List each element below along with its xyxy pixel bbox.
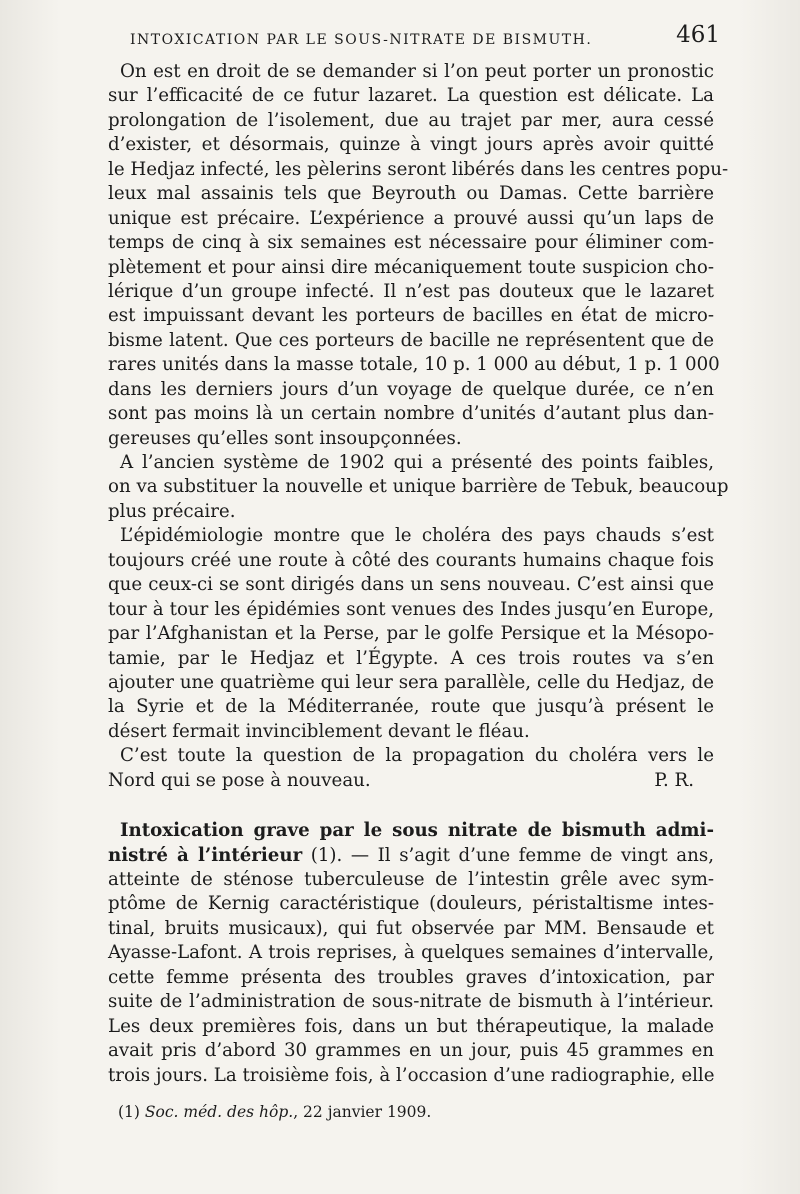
text-line: tour à tour les épidémies sont venues des Indes jusqu’en Europe, xyxy=(108,598,714,620)
text-line: trois jours. La troisième fois, à l’occasion d’une radiographie, elle xyxy=(108,1064,715,1086)
text-line: suite de l’administration de sous-nitrate de bismuth à l’intérieur. xyxy=(108,991,714,1013)
text-line: que ceux-ci se sont dirigés dans un sens nouveau. C’est ainsi que xyxy=(108,574,714,596)
text-line: Ayasse-Lafont. A trois reprises, à quelques semaines d’intervalle, xyxy=(108,942,714,964)
text-line: désert fermait invinciblement devant le fléau. xyxy=(108,720,530,742)
article-intro: (1). — Il s’agit d’une femme de vingt ans, xyxy=(302,844,714,866)
body-text xyxy=(108,60,729,1088)
text-line: toujours créé une route à côté des courants humains chaque fois xyxy=(108,549,714,571)
footnote-source: Soc. méd. des hôp. xyxy=(144,1102,294,1121)
text-line: bisme latent. Que ces porteurs de bacille ne représentent que de xyxy=(108,329,714,351)
text-line: la Syrie et de la Méditerranée, route que jusqu’à présent le xyxy=(108,696,714,718)
text-line: lérique d’un groupe infecté. Il n’est pas douteux que le lazaret xyxy=(108,280,714,302)
article-title: Intoxication grave par le sous nitrate de bismuth admi- xyxy=(120,820,714,842)
text-line: Les deux premières fois, dans un but thérapeutique, la malade xyxy=(108,1015,714,1037)
text-line: rares unités dans la masse totale, 10 p. 1 000 au début, 1 p. 1 000 xyxy=(108,354,720,376)
section-gap xyxy=(108,793,714,819)
article-title-end: nistré à l’intérieur xyxy=(108,844,303,866)
text-line: avait pris d’abord 30 grammes en un jour, puis 45 grammes en xyxy=(108,1040,714,1062)
text-line: ajouter une quatrième qui leur sera parallèle, celle du Hedjaz, de xyxy=(108,671,714,693)
text-line: A l’ancien système de 1902 qui a présenté des points faibles, xyxy=(120,452,714,473)
text-line: temps de cinq à six semaines est nécessaire pour éliminer com- xyxy=(108,232,714,254)
text-line: L’épidémiologie montre que le choléra des pays chauds s’est xyxy=(120,525,714,547)
text-line: est impuissant devant les porteurs de bacilles en état de micro- xyxy=(108,305,714,327)
text-line-content: Nord qui se pose à nouveau. xyxy=(108,769,371,791)
signature: P. R. xyxy=(654,769,694,791)
text-line: le Hedjaz infecté, les pèlerins seront libérés dans les centres popu- xyxy=(108,158,729,180)
text-line: sur l’efficacité de ce futur lazaret. La question est délicate. La xyxy=(108,85,714,107)
text-line: tamie, par le Hedjaz et l’Égypte. A ces trois routes va s’en xyxy=(108,647,714,669)
text-line: unique est précaire. L’expérience a prouvé aussi qu’un laps de xyxy=(108,207,714,229)
text-line: tinal, bruits musicaux), qui fut observée par MM. Bensaude et xyxy=(108,917,714,939)
text-line: plètement et pour ainsi dire mécaniquement toute suspicion cho- xyxy=(108,256,714,278)
text-line: on va substituer la nouvelle et unique barrière de Tebuk, beaucoup xyxy=(108,476,729,498)
footnote-date: , 22 janvier 1909. xyxy=(293,1102,432,1121)
article-title-line2 xyxy=(108,844,714,868)
text-line: d’exister, et désormais, quinze à vingt jours après avoir quitté xyxy=(108,134,714,156)
text-line: C’est toute la question de la propagation du choléra vers le xyxy=(120,745,714,767)
text-line: leux mal assainis tels que Beyrouth ou Damas. Cette barrière xyxy=(108,183,714,205)
running-title: INTOXICATION PAR LE SOUS-NITRATE DE BISMUTH. xyxy=(130,32,593,48)
text-line: gereuses qu’elles sont insoupçonnées. xyxy=(108,427,462,449)
text-line: prolongation de l’isolement, due au trajet par mer, aura cessé xyxy=(108,109,714,131)
text-line: atteinte de sténose tuberculeuse de l’intestin grêle avec sym- xyxy=(108,869,714,890)
text-line: ptôme de Kernig caractéristique (douleurs, péristaltisme intes- xyxy=(108,893,714,915)
text-line: dans les derniers jours d’un voyage de quelque durée, ce n’en xyxy=(108,378,714,400)
text-line: plus précaire. xyxy=(108,500,236,522)
text-line: cette femme présenta des troubles graves d’intoxication, par xyxy=(108,966,714,988)
text-line: par l’Afghanistan et la Perse, par le golfe Persique et la Mésopo- xyxy=(108,623,714,645)
text-line: sont pas moins là un certain nombre d’unités d’autant plus dan- xyxy=(108,403,714,425)
footnote xyxy=(108,1102,714,1122)
text-line xyxy=(108,769,714,793)
page-header xyxy=(108,0,720,48)
footnote-marker: (1) xyxy=(118,1102,140,1121)
text-line: On est en droit de se demander si l’on peut porter un pronostic xyxy=(120,61,714,82)
page-number: 461 xyxy=(676,22,720,48)
